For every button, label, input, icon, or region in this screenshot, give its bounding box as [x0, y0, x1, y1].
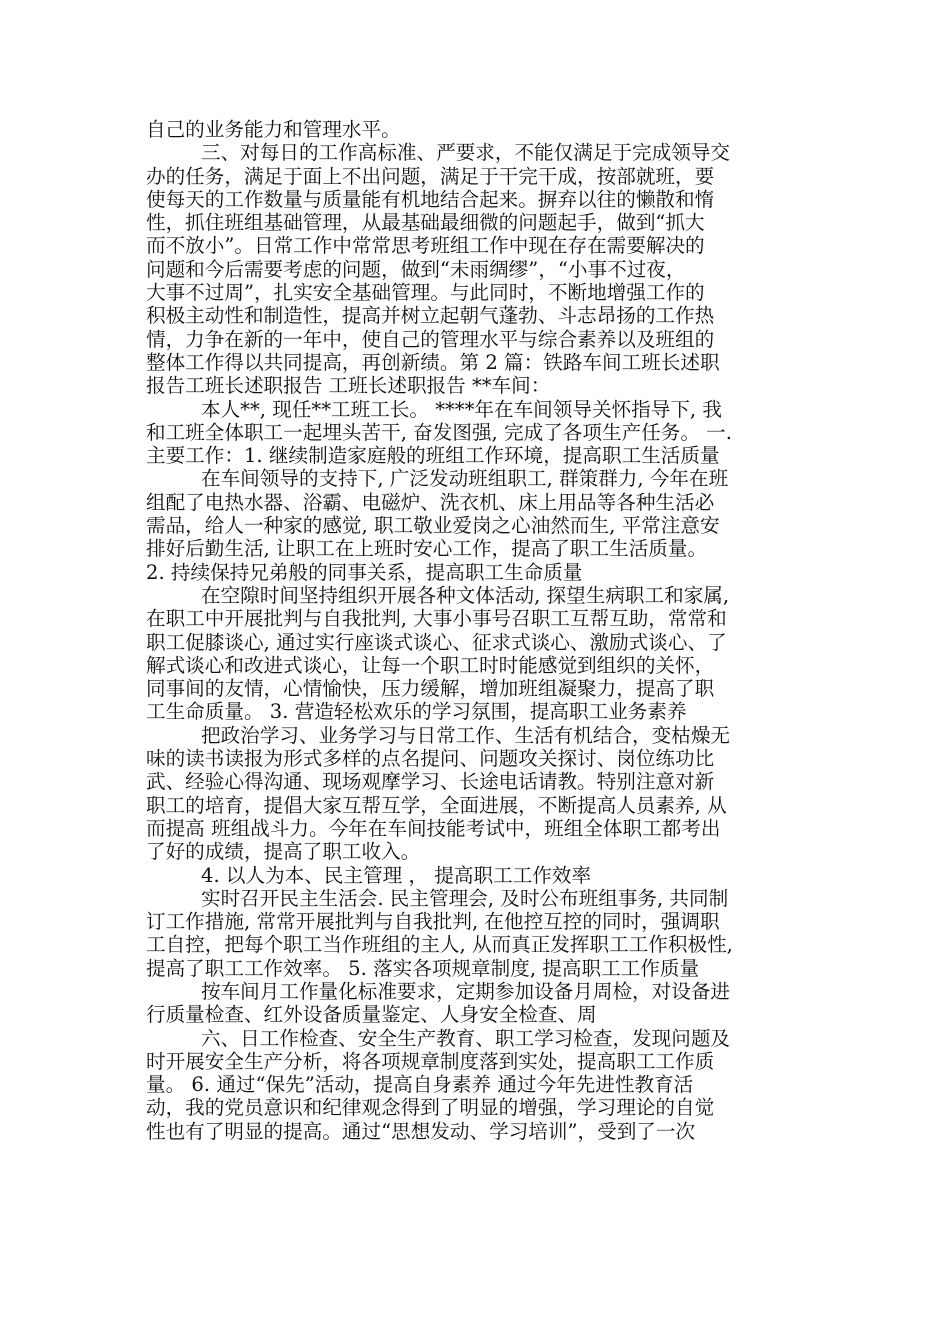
- text-line: 三、对每日的工作高标准、严要求，不能仅满足于完成领导交: [201, 141, 731, 165]
- text-line: 在车间领导的支持下, 广泛发动班组职工, 群策群力, 今年在班: [201, 467, 729, 491]
- text-line: 量。 6. 通过“保先”活动，提高自身素养 通过今年先进性教育活: [146, 1073, 694, 1097]
- text-line: 解式谈心和改进式谈心，让每一个职工时时能感觉到组织的关怀，: [146, 653, 715, 677]
- text-line: 职工的培育，提倡大家互帮互学，全面进展，不断提高人员素养, 从: [146, 793, 727, 817]
- text-line: 报告工班长述职报告 工班长述职报告 **车间：: [146, 374, 551, 398]
- text-line: 了好的成绩，提高了职工收入。: [146, 840, 421, 864]
- text-line: 订工作措施, 常常开展批判与自我批判, 在他控互控的同时，强调职: [146, 910, 720, 934]
- text-line: 职工促膝谈心, 通过实行座谈式谈心、征求式谈心、激励式谈心、了: [146, 630, 727, 654]
- text-line: 时开展安全生产分析，将各项规章制度落到实处，提高职工工作质: [146, 1049, 715, 1073]
- text-line: 动，我的党员意识和纪律观念得到了明显的增强，学习理论的自觉: [146, 1096, 715, 1120]
- text-line: 而不放小”。日常工作中常常思考班组工作中现在存在需要解决的: [146, 234, 705, 258]
- text-line: 味的读书读报为形式多样的点名提问、问题攻关探讨、岗位练功比: [146, 747, 715, 771]
- text-line: 和工班全体职工一起埋头苦干, 奋发图强, 完成了各项生产任务。 一.: [146, 420, 732, 444]
- text-line: 本人**, 现任**工班工长。 ****年在车间领导关怀指导下, 我: [201, 397, 722, 421]
- text-line: 使每天的工作数量与质量能有机地结合起来。摒弃以往的懒散和惰: [146, 187, 715, 211]
- text-line: 情，力争在新的一年中，使自己的管理水平与综合素养以及班组的: [146, 327, 715, 351]
- text-line: 大事不过周”，扎实安全基础管理。与此同时，不断地增强工作的: [146, 281, 705, 305]
- text-line: 行质量检查、红外设备质量鉴定、人身安全检查、周: [146, 1003, 597, 1027]
- text-line: 工生命质量。 3. 营造轻松欢乐的学习氛围，提高职工业务素养: [146, 700, 687, 724]
- text-line: 把政治学习、业务学习与日常工作、生活有机结合，变枯燥无: [201, 723, 731, 747]
- text-line: 问题和今后需要考虑的问题，做到“未雨绸缪”，“小事不过夜，: [146, 257, 686, 281]
- text-line: 办的任务，满足于面上不出问题，满足于干完干成，按部就班，要: [146, 164, 715, 188]
- text-line: 组配了电热水器、浴霸、电磁炉、洗衣机、床上用品等各种生活必: [146, 490, 715, 514]
- text-line: 在空隙时间坚持组织开展各种文体活动, 探望生病职工和家属,: [201, 583, 730, 607]
- document-page: [146, 118, 812, 1143]
- text-line: 在职工中开展批判与自我批判, 大事小事号召职工互帮互助，常常和: [146, 607, 727, 631]
- text-line: 武、经验心得沟通、现场观摩学习、长途电话请教。特别注意对新: [146, 770, 715, 794]
- text-line: 而提高 班组战斗力。今年在车间技能考试中，班组全体职工都考出: [146, 816, 721, 840]
- text-line: 工自控，把每个职工当作班组的主人, 从而真正发挥职工工作积极性,: [146, 933, 733, 957]
- text-line: 性，抓住班组基础管理，从最基础最细微的问题起手，做到“抓大: [146, 211, 705, 235]
- text-line: 同事间的友情，心情愉快，压力缓解，增加班组凝聚力，提高了职: [146, 677, 715, 701]
- text-line: 需品，给人一种家的感觉, 职工敬业爱岗之心油然而生, 平常注意安: [146, 514, 720, 538]
- text-line: 提高了职工工作效率。 5. 落实各项规章制度, 提高职工工作质量: [146, 956, 700, 980]
- text-line: 六、日工作检查、安全生产教育、职工学习检查，发现问题及: [201, 1026, 731, 1050]
- text-line: 自己的业务能力和管理水平。: [146, 118, 401, 141]
- text-line: 实时召开民主生活会. 民主管理会, 及时公布班组事务, 共同制: [201, 886, 729, 910]
- text-line: 4. 以人为本、民主管理 ， 提高职工工作效率: [201, 863, 592, 887]
- text-line: 按车间月工作量化标准要求，定期参加设备月周检，对设备进: [201, 979, 731, 1003]
- text-line: 排好后勤生活, 让职工在上班时安心工作，提高了职工生活质量。: [146, 537, 708, 561]
- text-line: 整体工作得以共同提高，再创新绩。第 2 篇：铁路车间工班长述职: [146, 350, 720, 374]
- text-line: 主要工作：1. 继续制造家庭般的班组工作环境，提高职工生活质量: [146, 444, 720, 468]
- text-line: 性也有了明显的提高。通过“思想发动、学习培训”，受到了一次: [146, 1119, 696, 1143]
- text-line: 2. 持续保持兄弟般的同事关系，提高职工生命质量: [146, 560, 583, 584]
- text-line: 积极主动性和制造性，提高并树立起朝气蓬勃、斗志昂扬的工作热: [146, 304, 715, 328]
